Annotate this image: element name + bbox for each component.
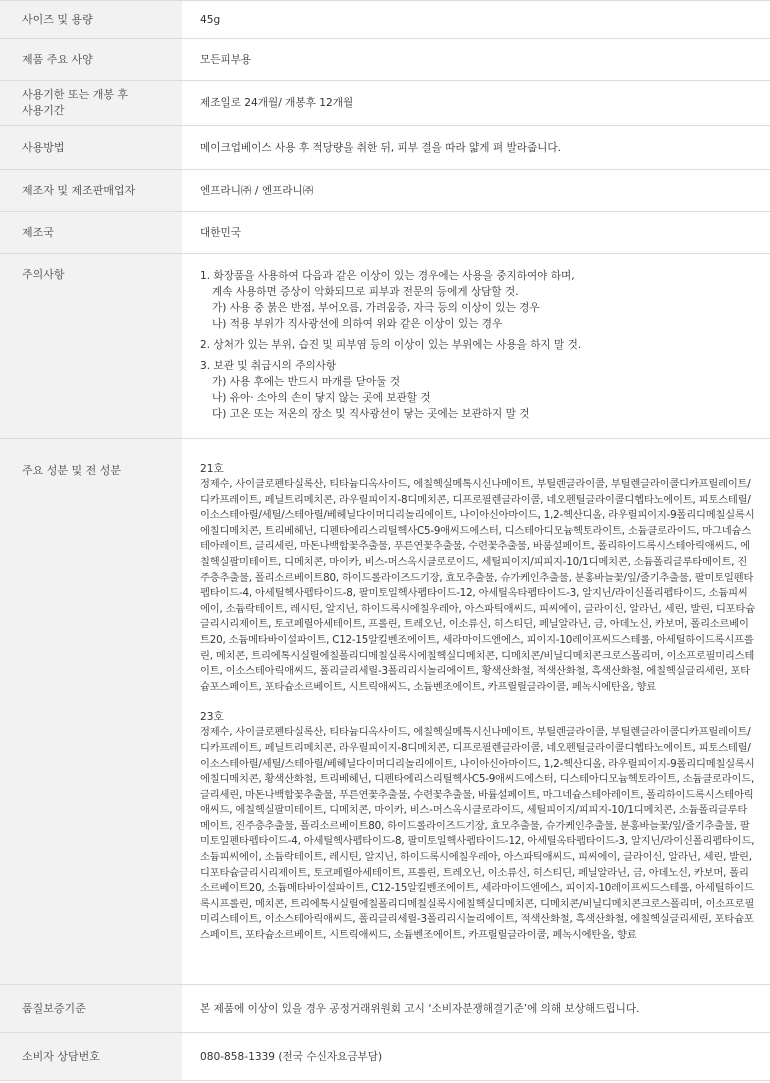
expiry-value: 제조일로 24개월/ 개봉후 12개월	[200, 97, 354, 109]
caution-item-3	[200, 358, 581, 422]
ingredients-label: 주요 성분 및 전 성분	[0, 439, 182, 984]
quality-label: 품질보증기준	[0, 985, 182, 1032]
usage-label: 사용방법	[0, 126, 182, 169]
row-quality	[0, 985, 770, 1033]
country-label: 제조국	[0, 212, 182, 253]
caution-line: 다) 고온 또는 저온의 장소 및 직사광선이 닿는 곳에는 보관하지 말 것	[212, 408, 530, 420]
maker-value: 엔프라니㈜ / 엔프라니㈜	[200, 184, 314, 197]
caution-line: 1. 화장품을 사용하여 다음과 같은 이상이 있는 경우에는 사용을 중지하여야 하며,	[200, 270, 575, 282]
caution-label: 주의사항	[0, 254, 182, 438]
row-spec	[0, 39, 770, 81]
expiry-label-line: 사용기간	[22, 104, 65, 117]
caution-line: 가) 사용 중 붉은 반점, 부어오름, 가려움증, 자극 등의 이상이 있는 경우	[212, 302, 540, 314]
caution-line: 나) 유아· 소아의 손이 닿지 않는 곳에 보관할 것	[212, 392, 431, 404]
shade-23-title: 23호	[200, 711, 224, 724]
contact-value: 080-858-1339 (전국 수신자요금부담)	[200, 1050, 383, 1063]
expiry-label	[0, 81, 182, 125]
quality-value: 본 제품에 이상이 있을 경우 공정거래위원회 고시 ‘소비자분쟁해결기준’에 의해 보상해드립니다.	[200, 1002, 640, 1015]
expiry-label-line: 사용기한 또는 개봉 후	[22, 88, 129, 101]
usage-value: 메이크업베이스 사용 후 적당량을 취한 뒤, 피부 결을 따라 얇게 펴 발라줍니다.	[200, 141, 562, 154]
spec-label: 제품 주요 사양	[0, 39, 182, 80]
size-label: 사이즈 및 용량	[0, 1, 182, 38]
row-usage	[0, 126, 770, 170]
country-value: 대한민국	[200, 226, 241, 239]
caution-item-1	[200, 268, 581, 332]
row-maker	[0, 170, 770, 212]
spec-value: 모든피부용	[200, 53, 252, 66]
row-expiry	[0, 81, 770, 126]
ingredients-value	[182, 439, 770, 984]
caution-line: 나) 적용 부위가 직사광선에 의하여 위와 같은 이상이 있는 경우	[212, 318, 503, 330]
shade-21-title: 21호	[200, 463, 224, 475]
row-contact	[0, 1033, 770, 1081]
row-size	[0, 0, 770, 39]
caution-line: 2. 상처가 있는 부위, 습진 및 피부염 등의 이상이 있는 부위에는 사용을 하지 말 것.	[200, 339, 582, 351]
contact-label: 소비자 상담번호	[0, 1033, 182, 1080]
row-country	[0, 212, 770, 254]
shade-23-ingredients: 정제수, 사이클로펜타실록산, 티타늄디옥사이드, 에칠헥실메톡시신나메이트, 부틸렌글라이콜, 부틸렌글라이콜디카프릴레이트/디카프레이트, 페닐트리메치콘, 라우릴피이지-8디메치콘, 디프로필렌글라이콜, 네오펜틸글라이콜디헵타노에이트, 피토스테릴/이소스테아릴/세틸/스테아릴/베헤닐다이머디리놀리에이트, 나이아신아마이드, 1,2-헥산디올, 라우릴피이지-9폴리디메칠실록시에칠디메치콘, 황색산화철, 트리베헤닌, 디펜타에리스리틸헥사C5-9애씨드에스터, 디스테아디모늄헥토라이트, 소듐클로라이드, 글리세린, 마돈나백합꽃추출물, 푸른연꽃추출물, 수련꽃추출물, 바륨설페이트, 마그네슘스테아레이트, 폴리하이드록시스테아릭애씨드, 에칠헥실팔미테이트, 디메치콘, 마이카, 비스-머스옥시클로라이드, 세틸피이지/피피지-10/1디메치콘, 소듐폴리글루타메이트, 진주층추출물, 폴리소르베이트80, 하이드롤라이즈드기장, 효모추출물, 슈가케인추출물, 분홍바늘꽃/잎/줄기추출물, 팔미토일펜타펩타이드-4, 아세틸헥사펩타이드-8, 팔미토일헥사펩타이드-12, 아세틸옥타펩타이드-3, 알지닌/라이신폴리펩타이드, 소듐피씨에이, 소듐락테이트, 레시틴, 알지닌, 하이드록시에칠우레아, 아스파틱애씨드, 피씨에이, 글라이신, 알라닌, 세린, 발린, 디포타슘글리시리제이트, 토코페릴아세테이트, 프롤린, 트레오닌, 이소류신, 히스티딘, 페닐알라닌, 금, 아데노신, 카보머, 폴리소르베이트20, 소듐메타바이설파이트, C12-15알킬벤조에이트, 세라마이드엔에스, 피이지-10레이프씨드스테롤, 아세틸하이드록시프롤린, 메치콘, 트리에톡시실릴에칠폴리디메칠실록시에칠헥실디메치콘, 디메치콘/비닐디메치콘크로스폴리머, 이소프로필미리스테이트, 이소스테아릭애씨드, 폴리글리세릴-3폴리리시놀리에이트, 적색산화철, 흑색산화철, 에칠헥실글리세린, 포타슘포스페이트, 포타슘소르베이트, 시트릭애씨드, 소듐벤조에이트, 카프릴릴글라이콜, 페녹시에탄올, 향료	[200, 726, 755, 942]
row-caution	[0, 254, 770, 439]
shade-21-block	[200, 461, 756, 695]
caution-line: 3. 보관 및 취급시의 주의사항	[200, 360, 337, 372]
caution-item-2	[200, 337, 581, 353]
shade-23-block	[200, 709, 756, 943]
caution-value	[182, 254, 770, 438]
caution-line: 가) 사용 후에는 반드시 마개를 닫아둘 것	[212, 376, 401, 388]
caution-line: 계속 사용하면 증상이 악화되므로 피부과 전문의 등에게 상담할 것.	[212, 286, 519, 298]
row-ingredients	[0, 439, 770, 985]
size-value: 45g	[200, 13, 221, 26]
maker-label: 제조자 및 제조판매업자	[0, 170, 182, 211]
shade-21-ingredients: 정제수, 사이클로펜타실록산, 티타늄디옥사이드, 에칠헥실메톡시신나메이트, 부틸렌글라이콜, 부틸렌글라이콜디카프릴레이트/디카프레이트, 페닐트리메치콘, 라우릴피이지-8디메치콘, 디프로필렌글라이콜, 네오펜틸글라이콜디헵타노에이트, 피토스테릴/이소스테아릴/세틸/스테아릴/베헤닐다이머디리놀리에이트, 나이아신아마이드, 1,2-헥산디올, 라우릴피이지-9폴리디메칠실록시에칠디메치콘, 트리베헤닌, 디펜타에리스리틸헥사C5-9애씨드에스터, 디스테아디모늄헥토라이트, 소듐클로라이드, 마그네슘스테아레이트, 글리세린, 마돈나백합꽃추출물, 푸른연꽃추출물, 수련꽃추출물, 바룸설페이트, 폴리하이드록시스테아릭애씨드, 에칠헥실팔미테이트, 디메치콘, 마이카, 비스-머스옥시클로로이드, 세틸피이지/피피지-10/1디메치콘, 소듐폴리글루타메이트, 진주층추출물, 폴리소르베이트80, 하이드롤라이즈드기장, 효모추출물, 슈가케인추출물, 분홍바늘꽃/잎/줄기추출물, 팔미토일펜타펩타이드-4, 아세틸헥사펩타이드-8, 팔미토일헥사펩타이드-12, 아세틸옥타펩타이드-3, 알지닌/라이신폴리펩타이드, 소듐피씨에이, 소듐락테이트, 레시틴, 알지닌, 하이드록시에칠우레아, 아스파틱애씨드, 피씨에이, 글라이신, 알라닌, 세린, 발린, 디포타슘글리시리제이트, 토코페릴아세테이트, 프롤린, 트레오닌, 이소류신, 히스티딘, 페닐알라닌, 금, 아데노신, 카보머, 폴리소르베이트20, 소듐메타바이설파이트, C12-15알킬벤조에이트, 세라마이드엔에스, 피이지-10레이프씨드스테롤, 아세틸하이드록시프롤린, 메치콘, 트리에톡시실릴에칠폴리디메칠실록시에칠헥실디메치콘, 디메치콘/비닐디메치콘크로스폴리머, 이소프로필미리스테이트, 이소스테아릭애씨드, 폴리글리세릴-3폴리리시놀리에이트, 황색산화철, 적색산화철, 흑색산화철, 에칠헥실글리세린, 포타슘포스페이트, 포타슘소르베이트, 시트릭애씨드, 소듐벤조에이트, 카프릴릴글라이콜, 페녹시에탄올, 향료	[200, 478, 755, 693]
